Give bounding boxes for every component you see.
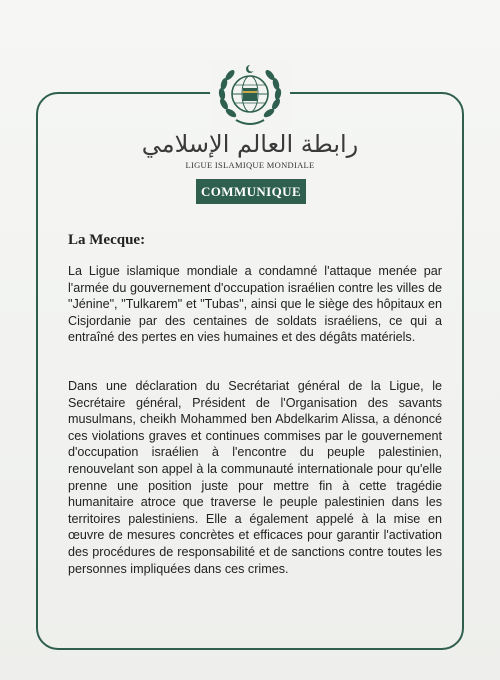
organization-arabic-name: رابطة العالم الإسلامي [141, 130, 359, 158]
mwl-emblem-icon [210, 60, 290, 136]
paragraph-1: La Ligue islamique mondiale a condamné l'attaque menée par l'armée du gouvernement d'occupation israélien contre les villes de "Jénine", "Tulkarem" et "Tubas", ainsi que le siège des hôpitaux en Cisjordanie par des centaines de soldats israéliens, ce qui a entraîné des pertes en vies humaines et des dégâts matériels. [68, 264, 442, 345]
paragraph-2: Dans une déclaration du Secrétariat général de la Ligue, le Secrétaire général, Président de l'Organisation des savants musulmans, cheikh Mohammed ben Abdelkarim Alissa, a dénoncé ces violations graves et continues commises par le gouvernement d'occupation israélien à l'encontre du peuple palestinien, renouvelant son appel à la communauté internationale pour qu'elle prenne une position juste pour mettre fin à cette tragédie humanitaire atroce que traverse le peuple palestinien dans les territoires palestiniens. Elle a également appelé à la mise en œuvre de mesures concrètes et efficaces pour garantir l'activation des procédures de responsabilité et de sanctions contre toutes les personnes impliquées dans ces crimes. [68, 379, 442, 576]
communique-label: COMMUNIQUE [196, 179, 306, 204]
organization-french-name: LIGUE ISLAMIQUE MONDIALE [185, 160, 315, 170]
dateline: La Mecque: [68, 232, 146, 248]
